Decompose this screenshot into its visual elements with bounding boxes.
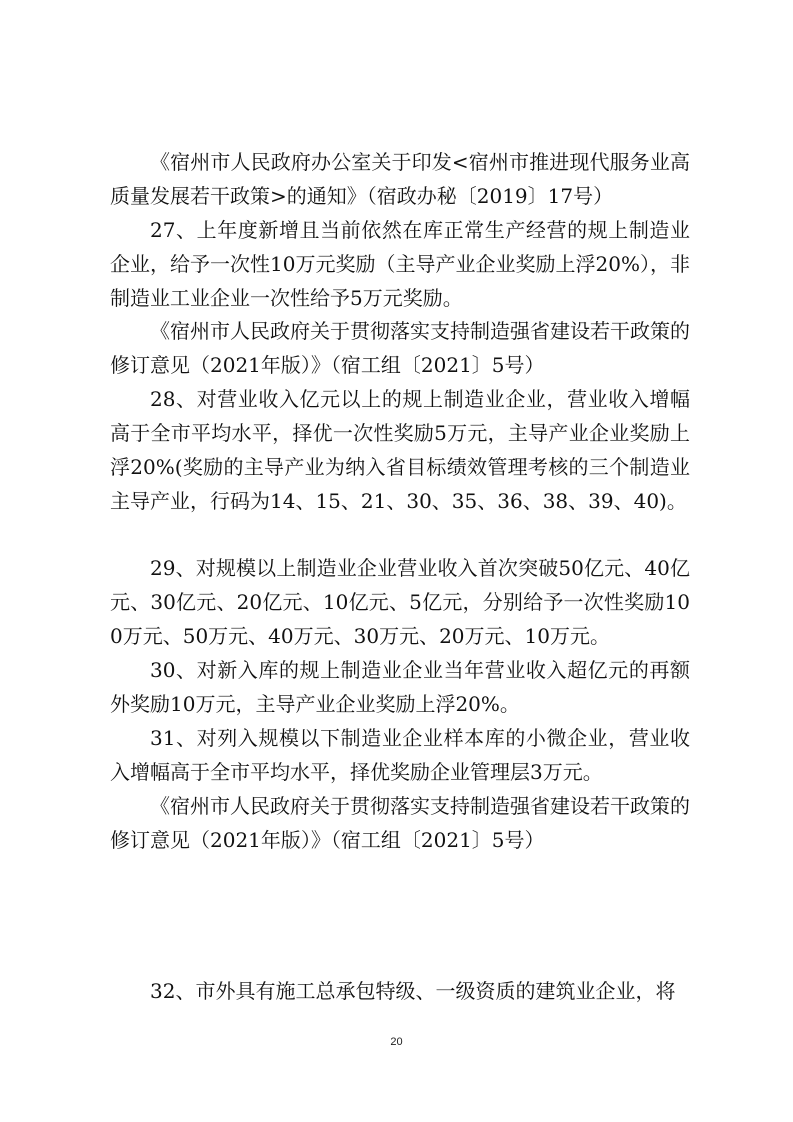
policy-source-reference: 《宿州市人民政府关于贯彻落实支持制造强省建设若干政策的修订意见（2021年版）》（宿工组〔2021〕5号） xyxy=(110,794,690,852)
policy-item-29: 29、对规模以上制造业企业营业收入首次突破50亿元、40亿元、30亿元、20亿元、10亿元、5亿元，分别给予一次性奖励100万元、50万元、40万元、30万元、20万元、10万元。 xyxy=(110,556,690,648)
policy-source-reference: 《宿州市人民政府关于贯彻落实支持制造强省建设若干政策的修订意见（2021年版）》（宿工组〔2021〕5号） xyxy=(110,319,690,377)
policy-item-28: 28、对营业收入亿元以上的规上制造业企业，营业收入增幅高于全市平均水平，择优一次性奖励5万元，主导产业企业奖励上浮20%(奖励的主导产业为纳入省目标绩效管理考核的三个制造业主导产业，行码为14、15、21、30、35、36、38、39、40)。 xyxy=(110,387,690,513)
page-number: 20 xyxy=(390,1036,403,1048)
policy-source-reference: 《宿州市人民政府办公室关于印发<宿州市推进现代服务业高质量发展若干政策>的通知》（宿政办秘〔2019〕17号） xyxy=(110,150,690,208)
policy-item-27: 27、上年度新增且当前依然在库正常生产经营的规上制造业企业，给予一次性10万元奖励（主导产业企业奖励上浮20%），非制造业工业企业一次性给予5万元奖励。 xyxy=(110,218,690,310)
policy-item-32: 32、市外具有施工总承包特级、一级资质的建筑业企业，将 xyxy=(150,979,676,1003)
policy-item-30: 30、对新入库的规上制造业企业当年营业收入超亿元的再额外奖励10万元，主导产业企业奖励上浮20%。 xyxy=(110,658,690,716)
policy-item-31: 31、对列入规模以下制造业企业样本库的小微企业，营业收入增幅高于全市平均水平，择优奖励企业管理层3万元。 xyxy=(110,726,690,784)
